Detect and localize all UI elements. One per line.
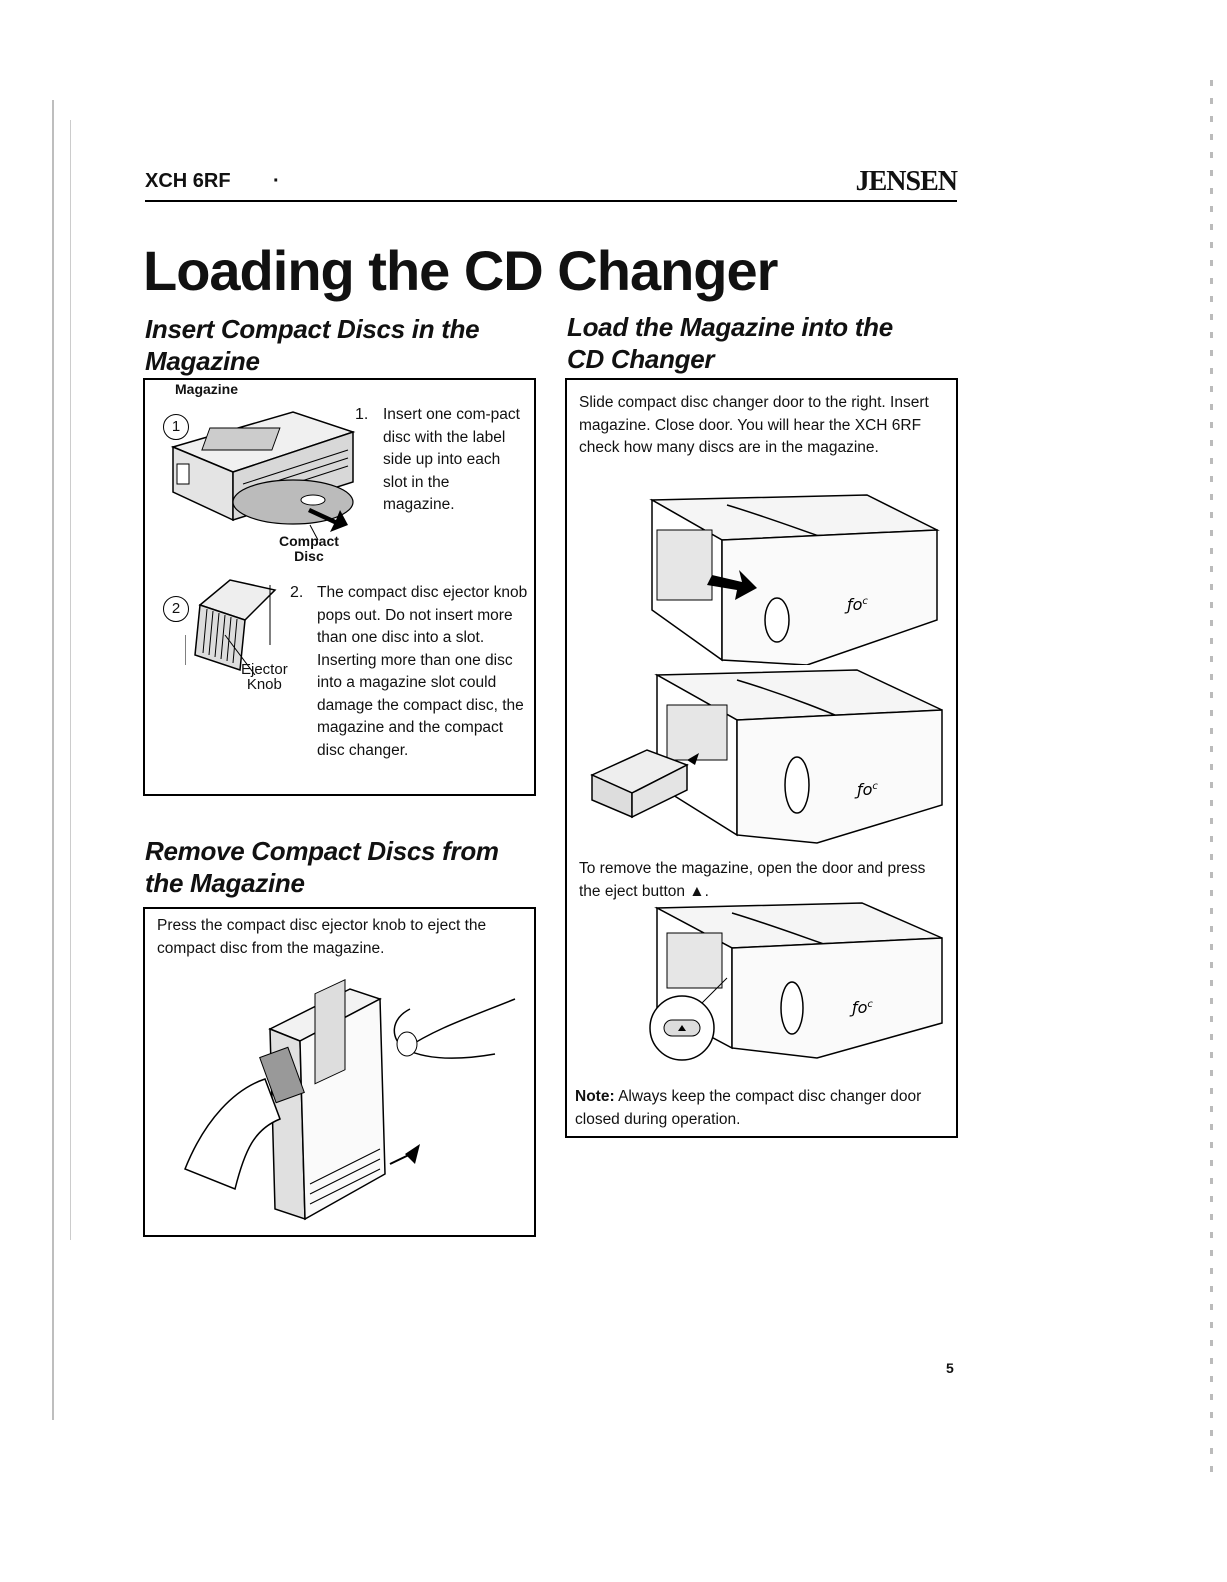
load-heading-line1: Load the Magazine into the [567, 312, 893, 342]
page-number: 5 [946, 1360, 954, 1376]
magazine-label: Magazine [175, 381, 239, 397]
page-header [145, 168, 957, 202]
remove-heading-line1: Remove Compact Discs from [145, 836, 499, 866]
note-body: Always keep the compact disc changer door closed during operation. [575, 1088, 922, 1128]
remove-text: Press the compact disc ejector knob to eject the compact disc from the magazine. [157, 917, 487, 957]
scan-edge-left [52, 100, 54, 1420]
step-1-text: Insert one com-pact disc with the label side up into each slot in the magazine. [383, 406, 520, 513]
eject-button-illustration [642, 898, 947, 1068]
page-title: Loading the CD Changer [143, 239, 778, 302]
insert-heading [145, 313, 479, 377]
ejector-knob-label-line2: Knob [246, 676, 282, 693]
step-2-text: The compact disc ejector knob pops out. Do not insert more than one disc into a slot. Inserting more than one disc into a magazine slot could damage the compact disc, the magazine and the compact disc changer. [317, 584, 528, 759]
changer-door-open-illustration [637, 490, 947, 665]
step-2-number: 2. [290, 584, 304, 601]
model-number: XCH 6RF [145, 170, 231, 192]
ejector-knob-illustration [185, 565, 295, 675]
scan-edge-right [1210, 80, 1213, 1480]
ejector-knob-label-line1: Ejector [241, 661, 288, 678]
svg-text:ƒoc: $ƒo^c$ [857, 780, 878, 799]
load-box [565, 378, 958, 1138]
scan-edge-left-inner [70, 120, 71, 1240]
note-text [575, 1086, 950, 1131]
ejector-knob-label [241, 662, 288, 692]
compact-disc-label-line2: Disc [294, 548, 324, 564]
remove-heading-line2: the Magazine [145, 868, 305, 898]
brand-logo: JENSEN [855, 166, 957, 197]
svg-text:ƒoc: $ƒo^c$ [847, 595, 868, 614]
step-1-marker: 1 [163, 414, 189, 440]
insert-magazine-illustration [587, 665, 957, 845]
compact-disc-label [279, 534, 339, 564]
insert-heading-line2: Magazine [145, 346, 260, 376]
hands-ejecting-disc-illustration [175, 969, 525, 1229]
remove-magazine-text: To remove the magazine, open the door and press the eject button ▲. [579, 860, 926, 900]
load-text: Slide compact disc changer door to the right. Insert magazine. Close door. You will hear the XCH 6RF check how many discs are in the magazine. [579, 394, 929, 456]
header-dot: · [273, 170, 280, 192]
note-label: Note: [575, 1088, 615, 1105]
load-heading-line2: CD Changer [567, 344, 715, 374]
compact-disc-label-line1: Compact [279, 533, 339, 549]
remove-box [143, 907, 536, 1237]
remove-heading [145, 835, 499, 899]
insert-heading-line1: Insert Compact Discs in the [145, 314, 480, 344]
svg-text:ƒoc: $ƒo^c$ [852, 998, 873, 1017]
step-2-marker: 2 [163, 596, 189, 622]
load-heading [567, 311, 893, 375]
step-1-number: 1. [355, 406, 369, 423]
insert-box [143, 378, 536, 796]
